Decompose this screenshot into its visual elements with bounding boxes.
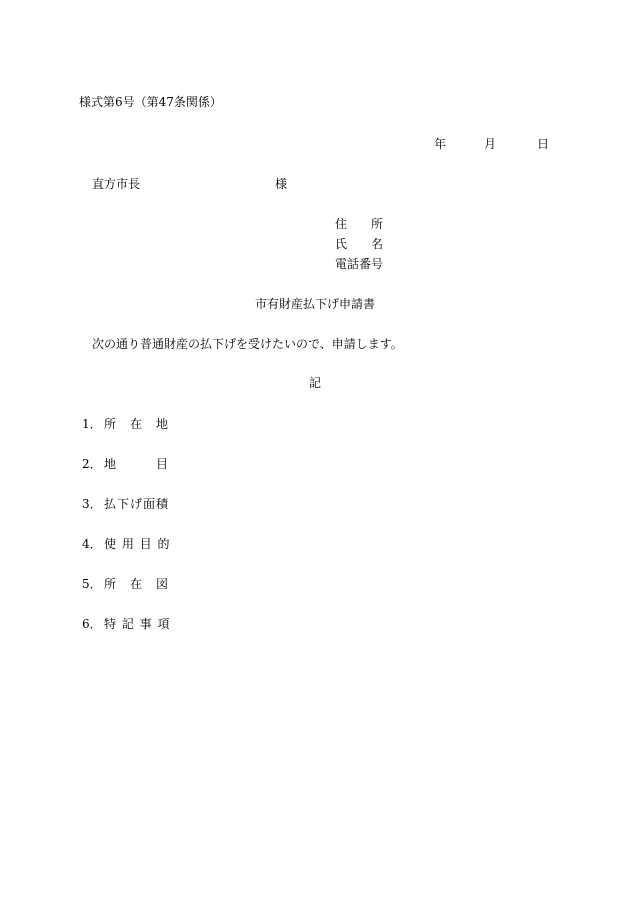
applicant-address-label: 住 所 (335, 217, 384, 231)
list-item (82, 458, 170, 498)
item-number: 2． (82, 457, 102, 471)
list-item (82, 618, 170, 658)
item-number: 6． (82, 617, 102, 631)
document-title: 市有財産払下げ申請書 (254, 297, 375, 311)
item-label-location-map: 所 在 図 (104, 577, 170, 591)
item-label-sale-area: 払下げ面積 (104, 497, 170, 511)
item-label-location: 所 在 地 (104, 417, 170, 431)
list-item (82, 578, 170, 618)
item-label-special-notes: 特 記 事 項 (104, 617, 171, 631)
applicant-name-label: 氏 名 (335, 237, 384, 251)
item-number: 4． (82, 537, 102, 551)
request-statement: 次の通り普通財産の払下げを受けたいので、申請します。 (92, 337, 403, 351)
list-item (82, 498, 170, 538)
ki-heading: 記 (308, 376, 321, 390)
item-number: 3． (82, 497, 102, 511)
item-label-purpose-of-use: 使 用 目 的 (104, 537, 171, 551)
date-month-label: 月 (484, 137, 497, 151)
applicant-block (335, 218, 383, 278)
addressee-line (92, 178, 287, 190)
list-item (82, 538, 170, 578)
applicant-phone-label: 電話番号 (335, 257, 384, 271)
item-label-land-category: 地 目 (104, 457, 170, 471)
list-item (82, 418, 170, 458)
form-number: 様式第6号（第47条関係） (79, 95, 222, 109)
item-list (82, 418, 170, 658)
addressee-name: 直方市長 (92, 177, 141, 191)
date-line (434, 138, 549, 150)
item-number: 5． (82, 577, 102, 591)
addressee-honorific: 様 (275, 177, 288, 191)
item-number: 1． (82, 417, 102, 431)
date-day-label: 日 (537, 137, 550, 151)
date-year-label: 年 (434, 137, 447, 151)
